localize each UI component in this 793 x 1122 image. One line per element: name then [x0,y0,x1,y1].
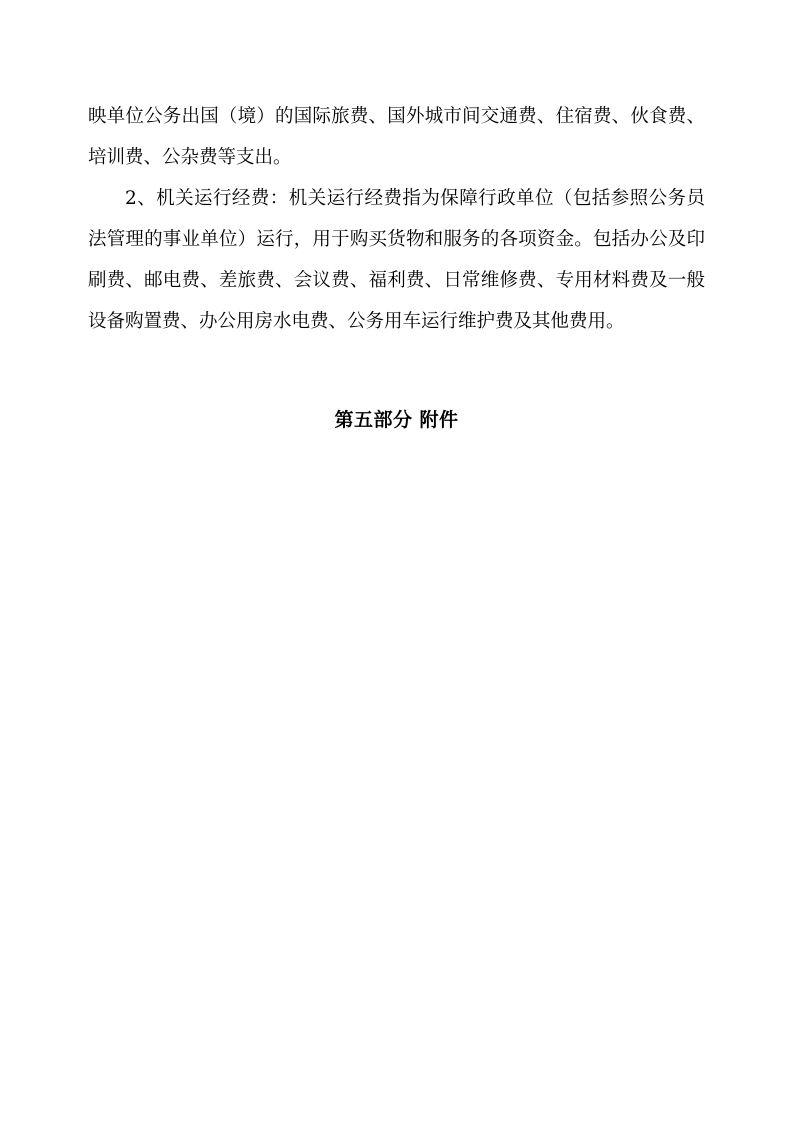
paragraph-travel-abroad: 映单位公务出国（境）的国际旅费、国外城市间交通费、住宿费、伙食费、培训费、公杂费等支出。 [88,106,705,168]
paragraph-agency-operating-funds: 2、机关运行经费：机关运行经费指为保障行政单位（包括参照公务员法管理的事业单位）运行，用于购买货物和服务的各项资金。包括办公及印刷费、邮电费、差旅费、会议费、福利费、日常维修费、专用材料费及一般设备购置费、办公用房水电费、公务用车运行维护费及其他费用。 [88,188,705,332]
page-blank-area [88,441,705,1081]
document-body [88,96,705,1081]
section-heading-part-five-appendix: 第五部分 附件 [334,409,459,431]
